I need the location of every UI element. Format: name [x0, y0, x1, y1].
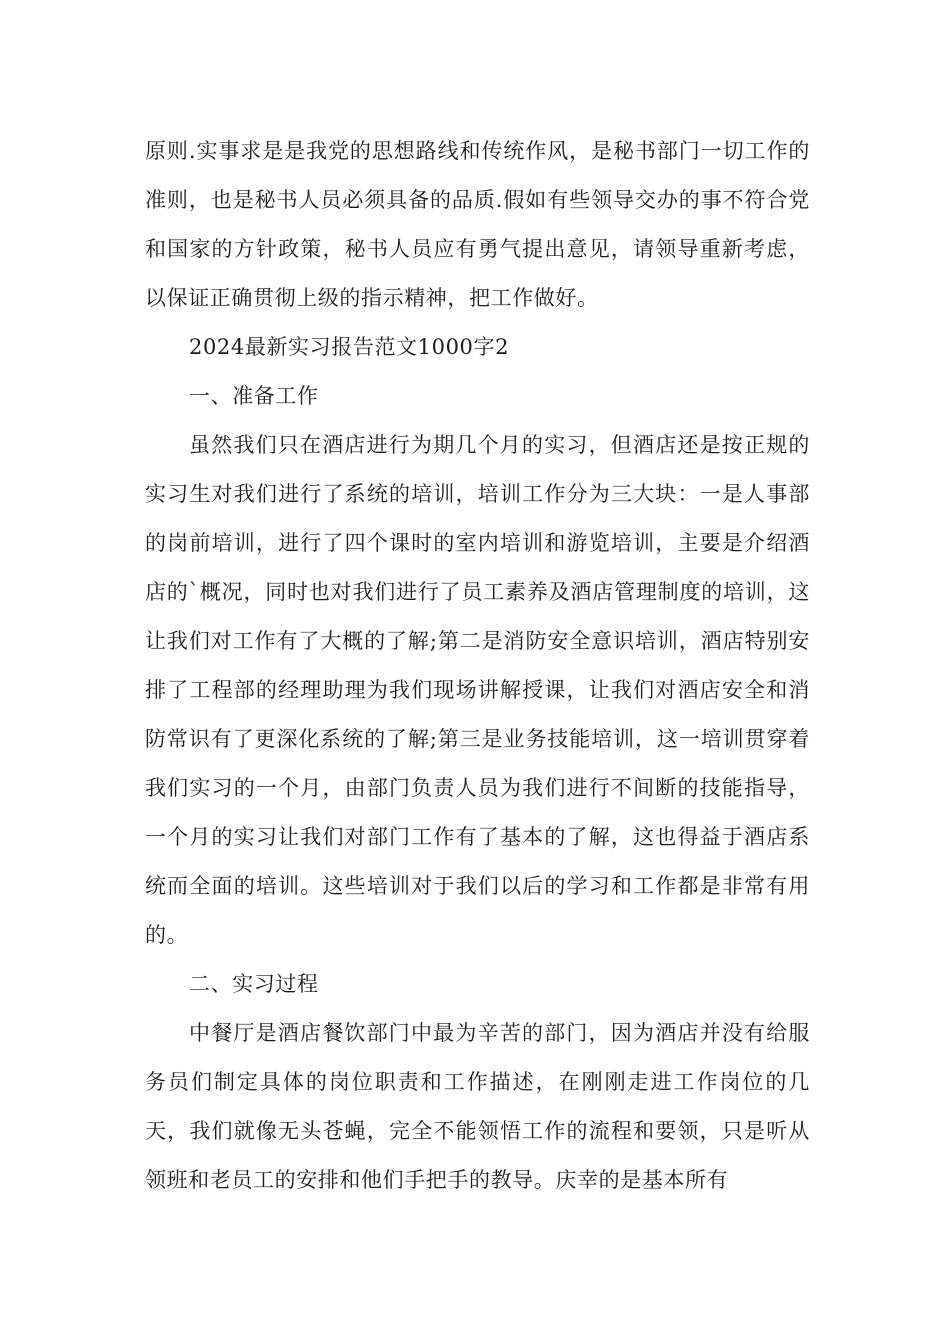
paragraph-principle: 原则.实事求是是我党的思想路线和传统作风，是秘书部门一切工作的准则，也是秘书人员必须具备的品质.假如有些领导交办的事不符合党和国家的方针政策，秘书人员应有勇气提出意见，请领导重新考虑，以保证正确贯彻上级的指示精神，把工作做好。 [145, 139, 810, 310]
paragraph-restaurant: 中餐厅是酒店餐饮部门中最为辛苦的部门，因为酒店并没有给服务员们制定具体的岗位职责和工作描述，在刚刚走进工作岗位的几天，我们就像无头苍蝇，完全不能领悟工作的流程和要领，只是听从领班和老员工的安排和他们手把手的教导。庆幸的是基本所有 [145, 1021, 810, 1192]
paragraph-training: 虽然我们只在酒店进行为期几个月的实习，但酒店还是按正规的实习生对我们进行了系统的培训，培训工作分为三大块：一是人事部的岗前培训，进行了四个课时的室内培训和游览培训，主要是介绍酒店的`概况，同时也对我们进行了员工素养及酒店管理制度的培训，这让我们对工作有了大概的了解;第二是消防安全意识培训，酒店特别安排了工程部的经理助理为我们现场讲解授课，让我们对酒店安全和消防常识有了更深化系统的了解;第三是业务技能培训，这一培训贯穿着我们实习的一个月，由部门负责人员为我们进行不间断的技能指导，一个月的实习让我们对部门工作有了基本的了解，这也得益于酒店系统而全面的培训。这些培训对于我们以后的学习和工作都是非常有用的。 [145, 433, 810, 947]
section-heading-internship-process: 二、实习过程 [189, 972, 319, 996]
document-body [145, 127, 810, 1205]
section-heading-preparation: 一、准备工作 [189, 384, 319, 408]
report-title: 2024最新实习报告范文1000字2 [189, 335, 510, 359]
